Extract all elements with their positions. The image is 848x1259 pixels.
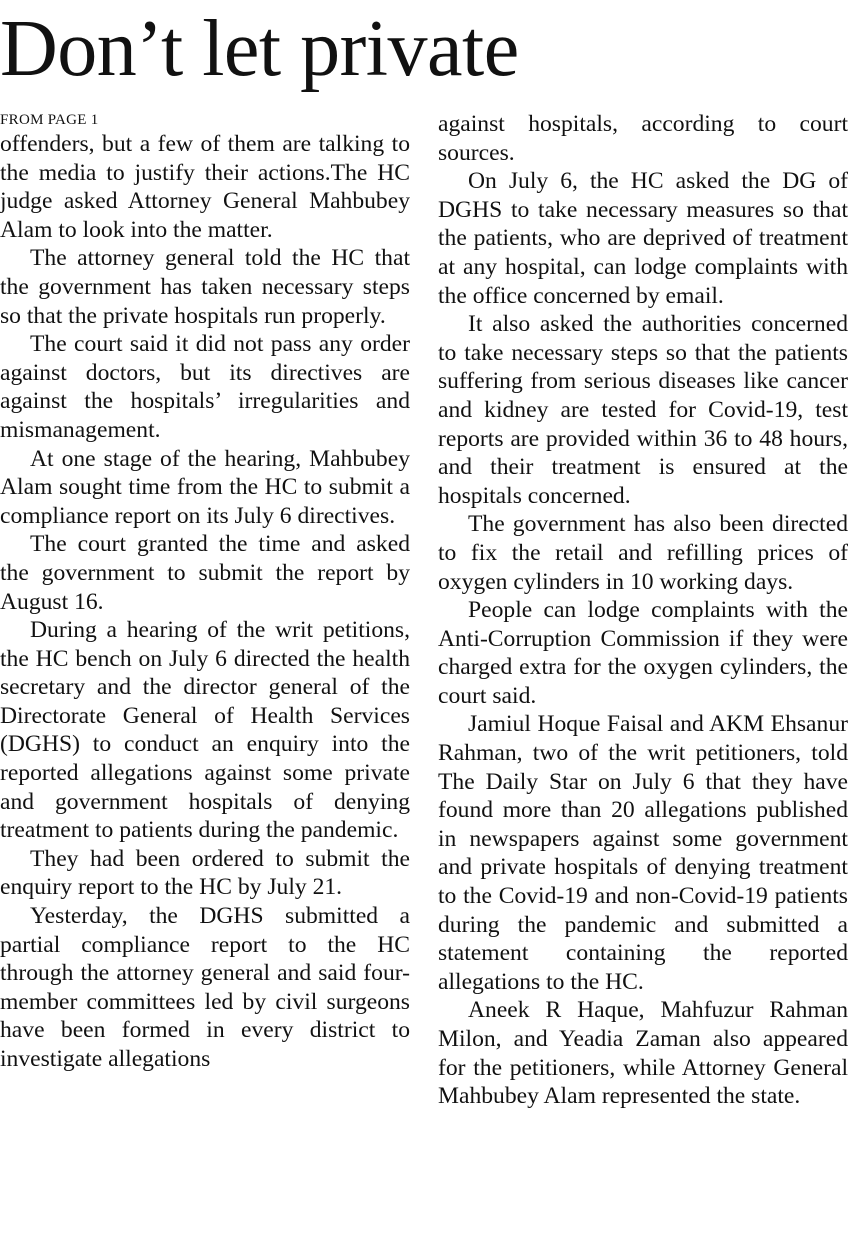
paragraph: At one stage of the hearing, Mahbubey Alam sought time from the HC to submit a compliance report on its July 6 directives. bbox=[0, 445, 410, 529]
paragraph: offenders, but a few of them are talking to the media to justify their actions.The HC judge asked Attorney General Mahbubey Alam to look into the matter. bbox=[0, 131, 410, 243]
left-column bbox=[0, 110, 410, 1074]
paragraph: It also asked the authorities concerned to take necessary steps so that the patients suffering from serious diseases like cancer and kidney are tested for Covid-19, test reports are provided within 36 to 48 hours, and their treatment is ensured at the hospitals concerned. bbox=[438, 311, 848, 509]
paragraph: On July 6, the HC asked the DG of DGHS to take necessary measures so that the patients, who are deprived of treatment at any hospital, can lodge complaints with the office concerned by email. bbox=[438, 168, 848, 309]
paragraph: Aneek R Haque, Mahfuzur Rahman Milon, and Yeadia Zaman also appeared for the petitioners, while Attorney General Mahbubey Alam represented the state. bbox=[438, 997, 848, 1110]
paragraph: During a hearing of the writ petitions, the HC bench on July 6 directed the health secretary and the director general of the Directorate General of Health Services (DGHS) to conduct an enquiry into the reported allegations against some private and government hospitals of denying treatment to patients during the pandemic. bbox=[0, 617, 410, 844]
paragraph: They had been ordered to submit the enquiry report to the HC by July 21. bbox=[0, 845, 410, 901]
paragraph: Yesterday, the DGHS submitted a partial compliance report to the HC through the attorney general and said four-member committees led by civil surgeons have been formed in every district to investigate allegations bbox=[0, 903, 410, 1072]
paragraph: The court granted the time and asked the government to submit the report by August 16. bbox=[0, 531, 410, 615]
right-column bbox=[438, 110, 848, 1111]
paragraph: People can lodge complaints with the Anti-Corruption Commission if they were charged extra for the oxygen cylinders, the court said. bbox=[438, 597, 848, 709]
paragraph: The court said it did not pass any order against doctors, but its directives are against the hospitals’ irregularities and mismanagement. bbox=[0, 331, 410, 443]
jump-label: FROM PAGE 1 bbox=[0, 112, 99, 128]
paragraph: The government has also been directed to fix the retail and refilling prices of oxygen cylinders in 10 working days. bbox=[438, 511, 848, 595]
paragraph: against hospitals, according to court sources. bbox=[438, 111, 848, 166]
paragraph: Jamiul Hoque Faisal and AKM Ehsanur Rahman, two of the writ petitioners, told The Daily Star on July 6 that they have found more than 20 allegations published in newspapers against some government and private hospitals of denying treatment to the Covid-19 and non-Covid-19 patients during the pandemic and submitted a statement containing the reported allegations to the HC. bbox=[438, 711, 848, 995]
headline: Don’t let private bbox=[0, 5, 519, 93]
paragraph: The attorney general told the HC that the government has taken necessary steps so that the private hospitals run properly. bbox=[0, 245, 410, 329]
